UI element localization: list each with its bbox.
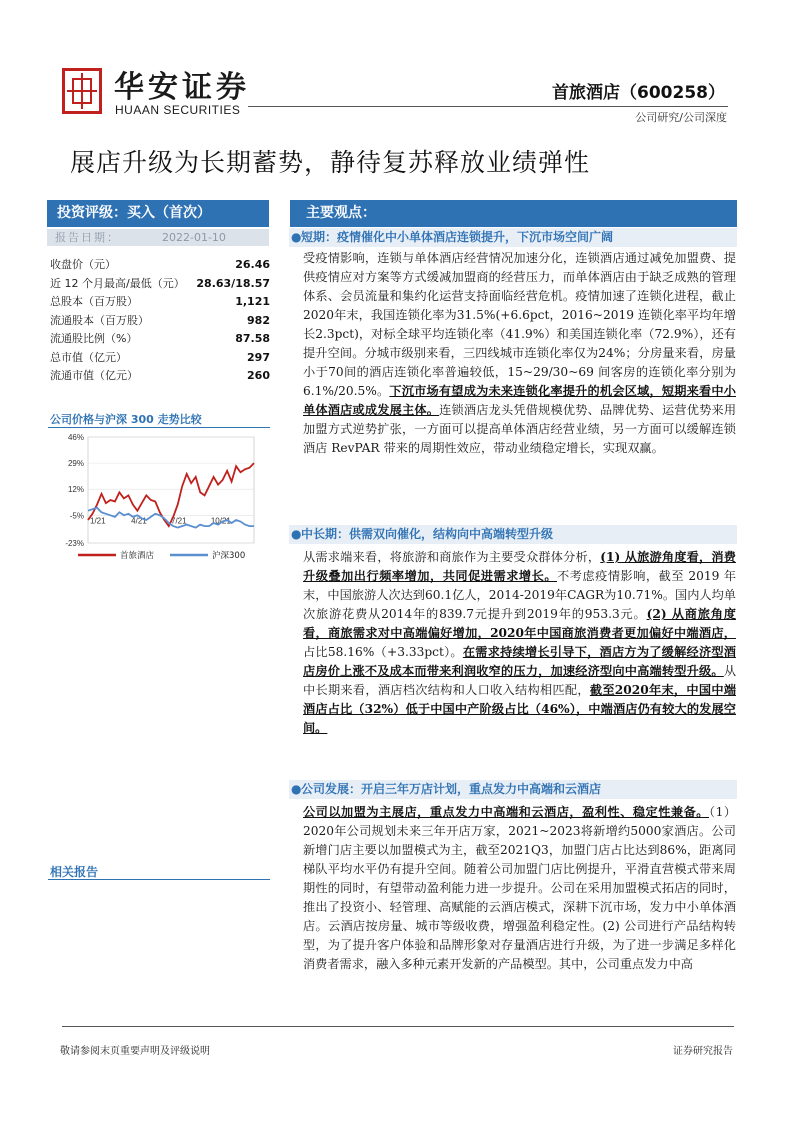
stat-value: 260 <box>247 369 270 382</box>
stat-key: 总股本（百万股） <box>50 295 138 308</box>
stats-table <box>50 256 270 386</box>
page-title: 展店升级为长期蓄势，静待复苏释放业绩弹性 <box>70 148 591 177</box>
legend-label: 沪深300 <box>212 551 246 561</box>
footer-disclaimer: 敬请参阅末页重要声明及评级说明 <box>60 1046 210 1057</box>
report-date-row <box>47 229 269 246</box>
brand-name-en: HUAAN SECURITIES <box>115 103 241 117</box>
footer-divider <box>62 1026 734 1027</box>
y-tick-label: -23% <box>65 539 84 548</box>
section-mid-term-body <box>303 548 736 738</box>
stat-value: 26.46 <box>235 258 270 271</box>
y-tick-label: 12% <box>67 485 84 495</box>
paragraph: 连锁酒店龙头凭借规模优势、品牌优势、运营优势来用加盟方式逆势扩张，一方面可以提高单体酒店经营业绩，另一方面可以缓解连锁酒店 RevPAR 带来的周期性效应，带动业绩稳定增长，实现双赢。 <box>303 403 737 455</box>
bullet-icon: ● <box>291 527 302 541</box>
company-title: 首旅酒店（600258） <box>552 83 725 103</box>
paragraph: 受疫情影响，连锁与单体酒店经营情况加速分化，连锁酒店通过减免加盟费、提供疫情应对方案等方式缓减加盟商的经营压力，而单体酒店由于缺乏成熟的管理体系、会员流量和集约化运营支持面临经营危机。疫情加速了连锁化进程，截止2020年末，我国连锁化率为31.5%(+6.6pct，2016~2019 连锁化率平均年增长2.3pct)，对标全球平均连锁化率（41.9%）和美国连锁化率（72.9%），还有提升空间。分城市级别来看，三四线城市连锁化率仅为24%；分房量来看，房量小于70间的酒店连锁化率普遍较低，15~29/30~69 间客房的连锁化率分别为6.1%/20.5%。 <box>303 251 736 398</box>
stat-key: 流通市值（亿元） <box>50 369 138 382</box>
footer-report-type: 证券研究报告 <box>673 1046 733 1057</box>
stat-row <box>50 312 270 331</box>
key-point: (1) 从旅游角度看，消费升级叠加出行频率增加，共同促进需求增长。 <box>303 550 736 583</box>
stat-key: 总市值（亿元） <box>50 350 127 364</box>
y-tick-label: -5% <box>69 511 84 521</box>
stat-value: 982 <box>247 313 270 327</box>
x-tick-label: 7/21 <box>171 516 187 526</box>
paragraph: 从需求端来看，将旅游和商旅作为主要受众群体分析， <box>303 550 601 564</box>
y-tick-label: 29% <box>67 459 84 469</box>
bullet-icon: ● <box>291 230 302 244</box>
key-point: 在需求持续增长引导下，酒店方为了缓解经济型酒店房价上涨不及成本而带来利润收窄的压力，加速经济型向中高端转型升级。 <box>303 645 736 678</box>
x-tick-label: 1/21 <box>90 516 106 526</box>
header-divider <box>248 106 728 107</box>
stat-row <box>50 293 270 312</box>
stat-key: 近 12 个月最高/最低（元） <box>50 276 185 290</box>
stat-value: 87.58 <box>235 332 270 345</box>
legend-label: 首旅酒店 <box>120 551 155 561</box>
stat-key: 收盘价（元） <box>50 258 116 271</box>
stat-key: 流通股比例（%） <box>50 332 138 345</box>
stat-row <box>50 330 270 349</box>
section-head-text: 公司发展：开启三年万店计划，重点发力中高端和云酒店 <box>301 782 602 796</box>
related-reports-title: 相关报告 <box>50 865 99 879</box>
bullet-icon: ● <box>291 782 302 796</box>
viewpoint-header: 主要观点： <box>290 200 737 227</box>
chart-divider <box>48 427 270 428</box>
stat-value: 28.63/18.57 <box>196 276 270 290</box>
paragraph: 占比58.16%（+3.33pct）。 <box>303 645 463 659</box>
stat-value: 1,121 <box>235 295 270 308</box>
section-short-term-body <box>303 249 736 458</box>
price-chart <box>48 431 270 563</box>
stat-key: 流通股本（百万股） <box>50 313 149 327</box>
research-type: 公司研究/公司深度 <box>635 111 727 124</box>
x-tick-label: 4/21 <box>131 516 147 526</box>
section-head-text: 中长期：供需双向催化，结构向中高端转型升级 <box>301 527 554 541</box>
stat-row <box>50 349 270 368</box>
stat-row <box>50 256 270 275</box>
related-divider <box>48 879 270 880</box>
plot-frame <box>88 437 254 543</box>
paragraph: 不考虑疫情影响，截至 2019 年末，中国旅游人次达到60.1亿人，2014-2019年CAGR为10.71%。国内人均单次旅游花费从2014年的839.7元提升到2019年的953.3元。 <box>303 569 737 621</box>
section-head-text: 短期：疫情催化中小单体酒店连锁提升，下沉市场空间广阔 <box>301 230 614 244</box>
paragraph: （1）2020年公司规划未来三年开店万家，2021~2023将新增约5000家酒店。公司新增门店主要以加盟模式为主，截至2021Q3，加盟门店占比达到86%，距离同梯队平均水平仍有提升空间。随着公司加盟门店比例提升，平滑直营模式带来周期性的同时，有望带动盈利能力进一步提升。公司在采用加盟模式拓店的同时，推出了投资小、轻管理、高赋能的云酒店模式，深耕下沉市场，发力中小单体酒店。云酒店按房量、城市等级收费，增强盈利稳定性。(2) 公司进行产品结构转型，为了提升客户体验和品牌形象对存量酒店进行升级，为了进一步满足多样化消费者需求，融入多种元素开发新的产品模型。其中，公司重点发力中高 <box>303 805 736 971</box>
key-point: 下沉市场有望成为未来连锁化率提升的机会区域，短期来看中小单体酒店或成发展主体。 <box>303 384 736 417</box>
stat-value: 297 <box>247 350 270 364</box>
brand-name-cn: 华安证券 <box>114 70 250 105</box>
key-point: 公司以加盟为主展店，重点发力中高端和云酒店，盈利性、稳定性兼备。 <box>303 805 709 819</box>
key-point: (2) 从商旅角度看，商旅需求对中高端偏好增加，2020年中国商旅消费者更加偏好中端酒店， <box>303 607 736 640</box>
report-date-value: 2022-01-10 <box>162 231 226 244</box>
paragraph: 从中长期来看，酒店档次结构和人口收入结构相匹配， <box>303 664 736 697</box>
section-company-body <box>303 803 736 1015</box>
rating-box: 投资评级：买入（首次） <box>47 200 269 227</box>
x-tick-label: 10/21 <box>210 516 231 526</box>
y-tick-label: 46% <box>67 433 84 442</box>
huaan-logo-icon <box>62 68 102 114</box>
key-point: 截至2020年末，中国中端酒店占比（32%）低于中国中产阶级占比（46%），中端酒店仍有较大的发展空间。 <box>303 683 737 735</box>
chart-title: 公司价格与沪深 300 走势比较 <box>50 413 202 426</box>
section-company-head <box>289 780 737 799</box>
stat-row <box>50 275 270 294</box>
section-mid-term-head <box>289 525 737 544</box>
section-short-term-head <box>289 228 737 247</box>
stat-row <box>50 367 270 386</box>
report-date-label: 报告日期： <box>55 231 120 244</box>
